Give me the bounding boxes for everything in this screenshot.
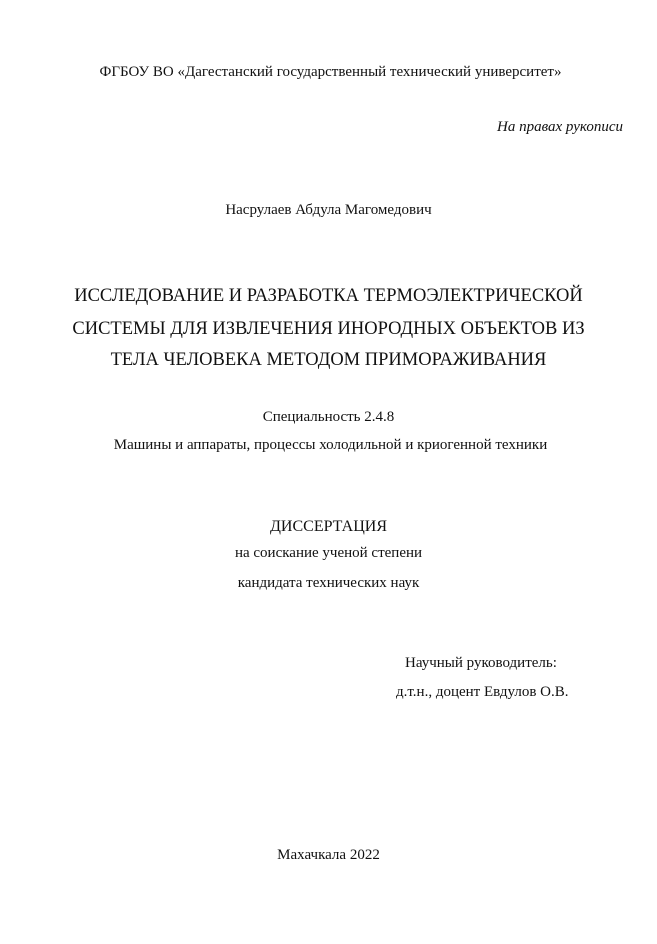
supervisor-block <box>396 656 569 700</box>
city-year: Махачкала 2022 <box>277 847 380 863</box>
title-line-2: СИСТЕМЫ ДЛЯ ИЗВЛЕЧЕНИЯ ИНОРОДНЫХ ОБЪЕКТОВ ИЗ <box>72 319 585 339</box>
organization-name: ФГБОУ ВО «Дагестанский государственный технический университет» <box>99 64 562 80</box>
degree-line-1: на соискание ученой степени <box>234 545 423 561</box>
supervisor-label: Научный руководитель: <box>405 655 557 671</box>
document-type: ДИССЕРТАЦИЯ <box>270 518 387 535</box>
author-name: Насрулаев Абдула Магомедович <box>225 202 432 218</box>
specialty-code: Специальность 2.4.8 <box>262 409 395 425</box>
specialty-name: Машины и аппараты, процессы холодильной и криогенной техники <box>113 437 548 453</box>
manuscript-rights-note: На правах рукописи <box>497 119 623 135</box>
title-line-1: ИССЛЕДОВАНИЕ И РАЗРАБОТКА ТЕРМОЭЛЕКТРИЧЕСКОЙ <box>74 286 583 306</box>
title-line-3: ТЕЛА ЧЕЛОВЕКА МЕТОДОМ ПРИМОРАЖИВАНИЯ <box>110 350 547 370</box>
supervisor-name: д.т.н., доцент Евдулов О.В. <box>396 684 569 700</box>
degree-line-2: кандидата технических наук <box>237 575 420 591</box>
